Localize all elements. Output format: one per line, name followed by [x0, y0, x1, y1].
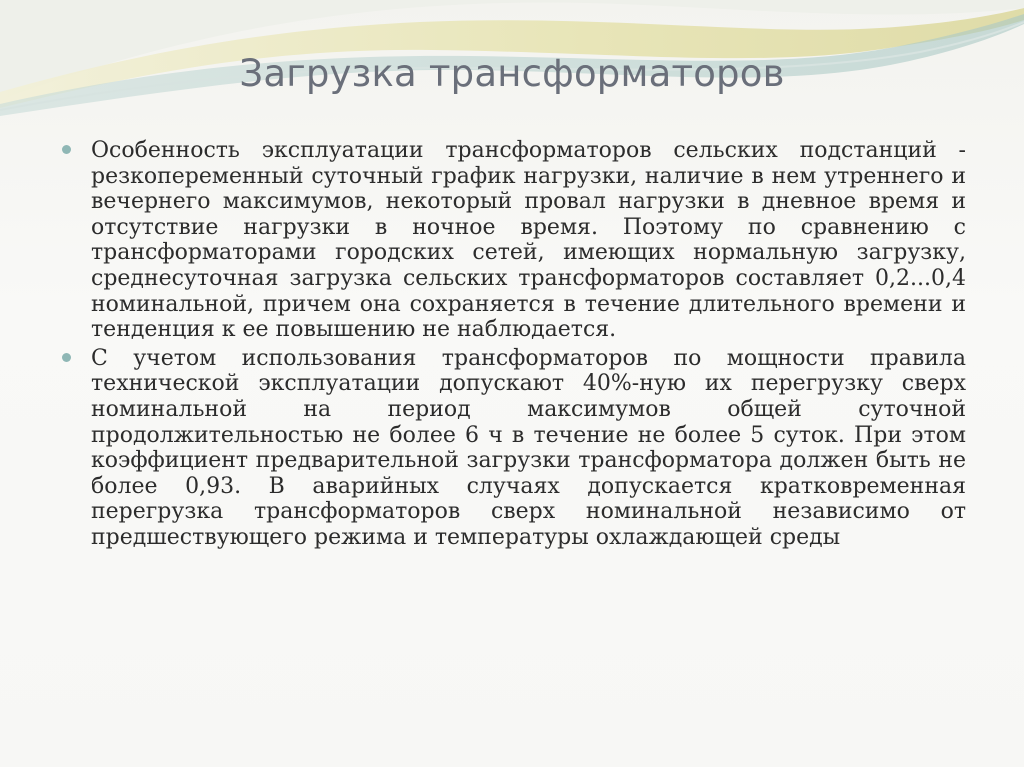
bullet-list [62, 138, 966, 554]
bullet-icon [62, 353, 71, 362]
bullet-text: Особенность эксплуатации трансформаторов сельских подстанций - резкопеременный суточный график нагрузки, наличие в нем утреннего и вечернего максимумов, некоторый провал нагрузки в дневное время и отсутствие нагрузки в ночное время. Поэтому по сравнению с трансформаторами городских сетей, имеющих нормальную загрузку, среднесуточная загрузка сельских трансформаторов составляет 0,2...0,4 номинальной, причем она сохраняется в течение длительного времени и тенденция к ее повышению не наблюдается. [91, 138, 966, 343]
list-item [62, 138, 966, 343]
page-title: Загрузка трансформаторов [239, 52, 785, 95]
list-item [62, 346, 966, 551]
bullet-text: С учетом использования трансформаторов по мощности правила технической эксплуатации допускают 40%-ную их перегрузку сверх номинальной на период максимумов общей суточной продолжительностью не более 6 ч в течение не более 5 суток. При этом коэффициент предварительной загрузки трансформатора должен быть не более 0,93. В аварийных случаях допускается кратковременная перегрузка трансформаторов сверх номинальной независимо от предшествующего режима и температуры охлаждающей среды [91, 345, 966, 550]
bullet-icon [62, 145, 71, 154]
